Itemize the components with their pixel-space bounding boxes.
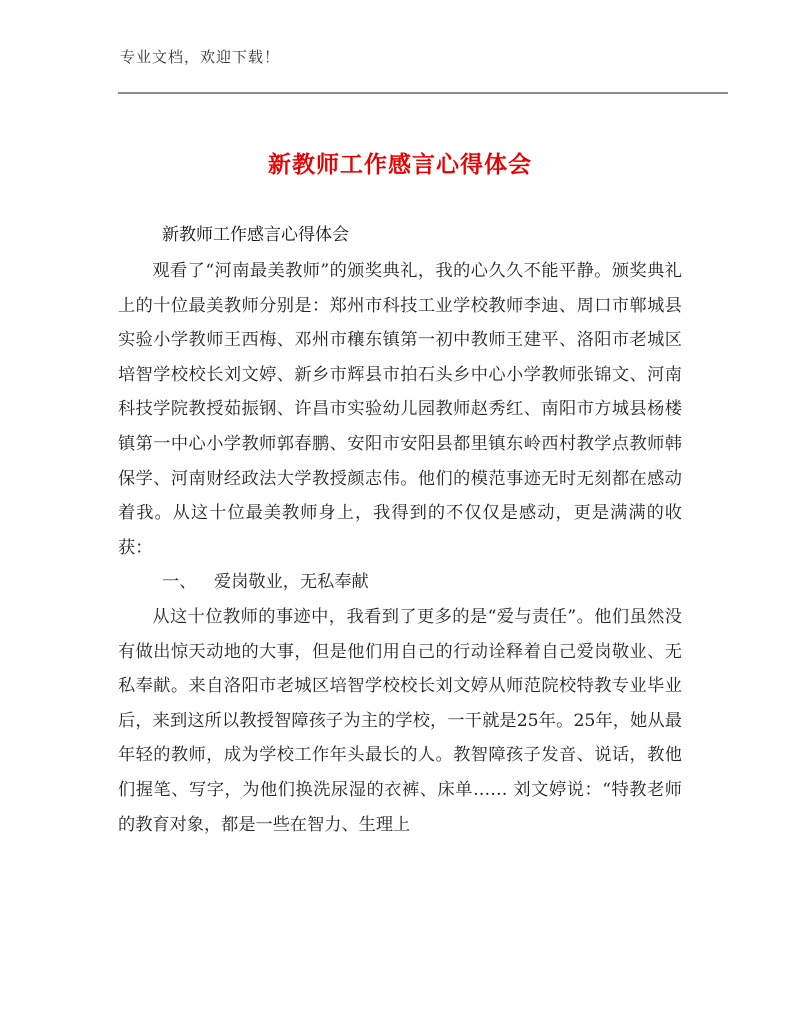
section-heading-1: [118, 565, 682, 600]
header-divider: [118, 92, 728, 94]
document-body: [118, 254, 682, 842]
paragraph-section-1: 从这十位教师的事迹中，我看到了更多的是“爱与责任”。他们虽然没有做出惊天动地的大事，但是他们用自己的行动诠释着自己爱岗敬业、无私奉献。来自洛阳市老城区培智学校校长刘文婷从师范院校特教专业毕业后，来到这所以教授智障孩子为主的学校，一干就是25年。25年，她从最年轻的教师，成为学校工作年头最长的人。教智障孩子发音、说话，教他们握笔、写字，为他们换洗尿湿的衣裤、床单…… 刘文婷说：“特教老师的教育对象，都是一些在智力、生理上: [118, 606, 682, 835]
paragraph-intro: 观看了“河南最美教师”的颁奖典礼，我的心久久不能平静。颁奖典礼上的十位最美教师分别是：郑州市科技工业学校教师李迪、周口市郸城县实验小学教师王西梅、邓州市穰东镇第一初中教师王建平、洛阳市老城区培智学校校长刘文婷、新乡市辉县市拍石头乡中心小学教师张锦文、河南科技学院教授茹振钢、许昌市实验幼儿园教师赵秀红、南阳市方城县杨楼镇第一中心小学教师郭春鹏、安阳市安阳县都里镇东岭西村教学点教师韩保学、河南财经政法大学教授颜志伟。他们的模范事迹无时无刻都在感动着我。从这十位最美教师身上，我得到的不仅仅是感动，更是满满的收获：: [118, 261, 682, 558]
page-header-note: 专业文档，欢迎下载！: [120, 48, 281, 66]
document-subtitle: 新教师工作感言心得体会: [162, 225, 349, 245]
section-number: 一、: [162, 572, 197, 593]
document-title: 新教师工作感言心得体会: [268, 152, 532, 178]
section-title: 爱岗敬业，无私奉献: [214, 572, 369, 593]
